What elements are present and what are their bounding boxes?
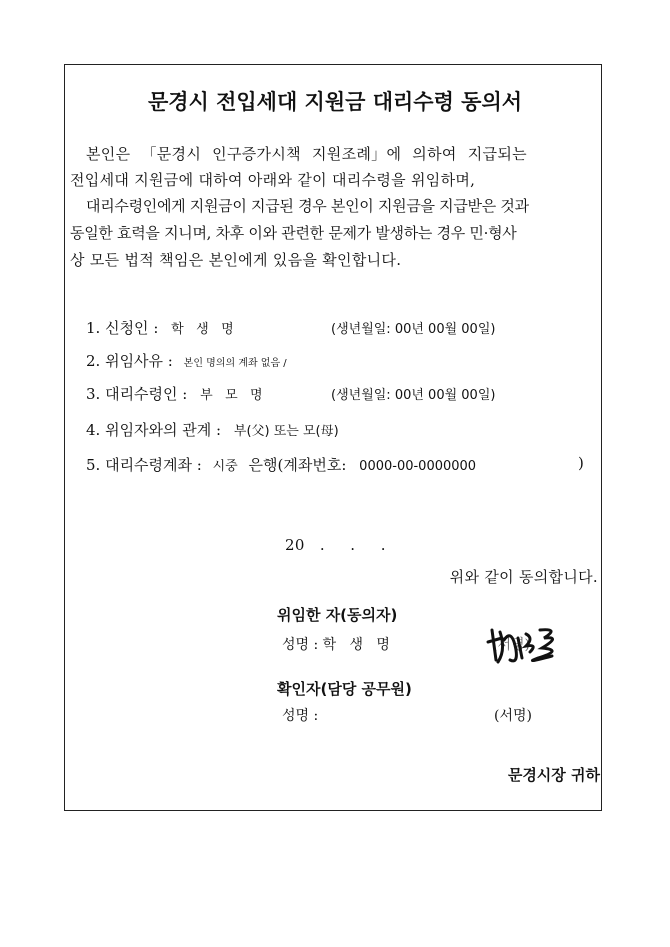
account-close-paren: ) xyxy=(578,454,584,472)
paragraph-line: 전입세대 지원금에 대하여 아래와 같이 대리수령을 위임하며, xyxy=(70,171,476,189)
item-label: 4. 위임자와의 관계 : xyxy=(86,421,222,439)
delegator-signature-line xyxy=(282,634,530,654)
item-applicant xyxy=(86,317,496,338)
applicant-name: 학 생 명 xyxy=(171,322,234,337)
item-label: 5. 대리수령계좌 : xyxy=(86,456,202,474)
sign-label: (서명) xyxy=(494,708,532,724)
document-title: 문경시 전입세대 지원금 대리수령 동의서 xyxy=(147,90,523,114)
paragraph-line: 상 모든 법적 책임은 본인에게 있음을 확인합니다. xyxy=(70,251,402,269)
item-account xyxy=(86,454,584,475)
item-relationship xyxy=(86,419,339,440)
proxy-birthdate: (생년월일: 00년 00월 00일) xyxy=(331,388,496,403)
sign-label: (서명) xyxy=(492,637,530,653)
account-number: 0000-00-0000000 xyxy=(359,459,477,474)
delegator-heading: 위임한 자(동의자) xyxy=(277,606,398,624)
agreement-text: 위와 같이 동의합니다. xyxy=(449,568,598,586)
proxy-name: 부 모 명 xyxy=(200,388,263,403)
item-label: 3. 대리수령인 : xyxy=(86,385,188,403)
bank-label: 은행(계좌번호: xyxy=(248,456,347,474)
reason-value: 본인 명의의 계좌 없음 / xyxy=(183,358,287,369)
handwritten-signature xyxy=(482,620,566,670)
relationship-value: 부(父) 또는 모(母) xyxy=(233,424,339,439)
item-proxy xyxy=(86,383,496,404)
confirmer-heading: 확인자(담당 공무원) xyxy=(277,680,412,698)
name-label: 성명 : xyxy=(282,637,319,653)
item-label: 1. 신청인 : xyxy=(86,319,159,337)
paragraph-line: 대리수령인에게 지원금이 지급된 경우 본인이 지원금을 지급받은 것과 xyxy=(86,197,529,215)
item-label: 2. 위임사유 : xyxy=(86,352,173,370)
confirmer-signature-line xyxy=(282,705,532,725)
applicant-birthdate: (생년월일: 00년 00월 00일) xyxy=(331,322,496,337)
date-line: 20 . . . xyxy=(285,536,386,554)
addressee: 문경시장 귀하 xyxy=(507,766,600,784)
paragraph-line: 본인은 「문경시 인구증가시책 지원조례」에 의하여 지급되는 xyxy=(86,145,527,163)
item-reason xyxy=(86,350,287,371)
delegator-name: 학 생 명 xyxy=(322,637,390,653)
bank-name: 시중 xyxy=(212,459,238,474)
paragraph-line: 동일한 효력을 지니며, 차후 이와 관련한 문제가 발생하는 경우 민·형사 xyxy=(70,224,517,242)
name-label: 성명 : xyxy=(282,708,319,724)
